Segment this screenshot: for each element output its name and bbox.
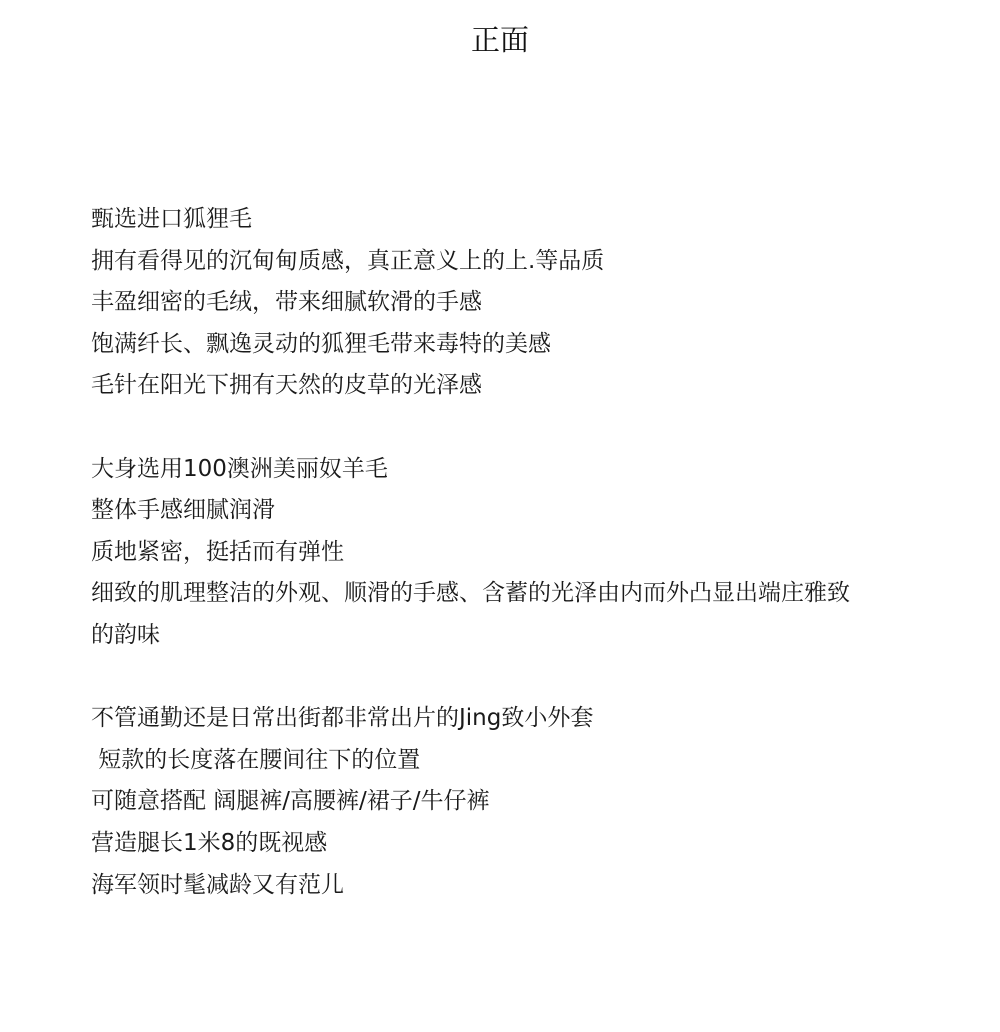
text-line: 毛针在阳光下拥有天然的皮草的光泽感 [91,372,482,399]
page-title: 正面 [470,23,529,57]
description-content [91,199,921,906]
paragraph-spacer [91,407,921,449]
text-line: 大身选用100澳洲美丽奴羊毛 [91,455,388,482]
text-line: 海军领时髦减龄又有范儿 [91,871,344,898]
text-line: 质地紧密，挺括而有弹性 [91,538,344,565]
paragraph-styling [91,698,921,906]
text-line: 营造腿长1米8的既视感 [91,829,328,856]
text-line: 拥有看得见的沉甸甸质感，真正意义上的上.等品质 [91,247,605,274]
paragraph-fox-fur [91,199,921,407]
text-line: 可随意搭配 阔腿裤/高腰裤/裙子/牛仔裤 [91,788,490,815]
text-line: 细致的肌理整洁的外观、顺滑的手感、含蓄的光泽由内而外凸显出端庄雅致 [91,580,850,607]
text-line: 短款的长度落在腰间往下的位置 [91,746,421,773]
paragraph-wool [91,449,921,657]
text-line: 的韵味 [91,621,160,648]
text-line: 不管通勤还是日常出街都非常出片的Jing致小外套 [91,705,594,732]
text-line: 整体手感细腻润滑 [91,497,275,524]
text-line: 饱满纤长、飘逸灵动的狐狸毛带来毒特的美感 [91,330,551,357]
paragraph-spacer [91,657,921,699]
text-line: 丰盈细密的毛绒，带来细腻软滑的手感 [91,289,482,316]
text-line: 甄选进口狐狸毛 [91,206,252,232]
